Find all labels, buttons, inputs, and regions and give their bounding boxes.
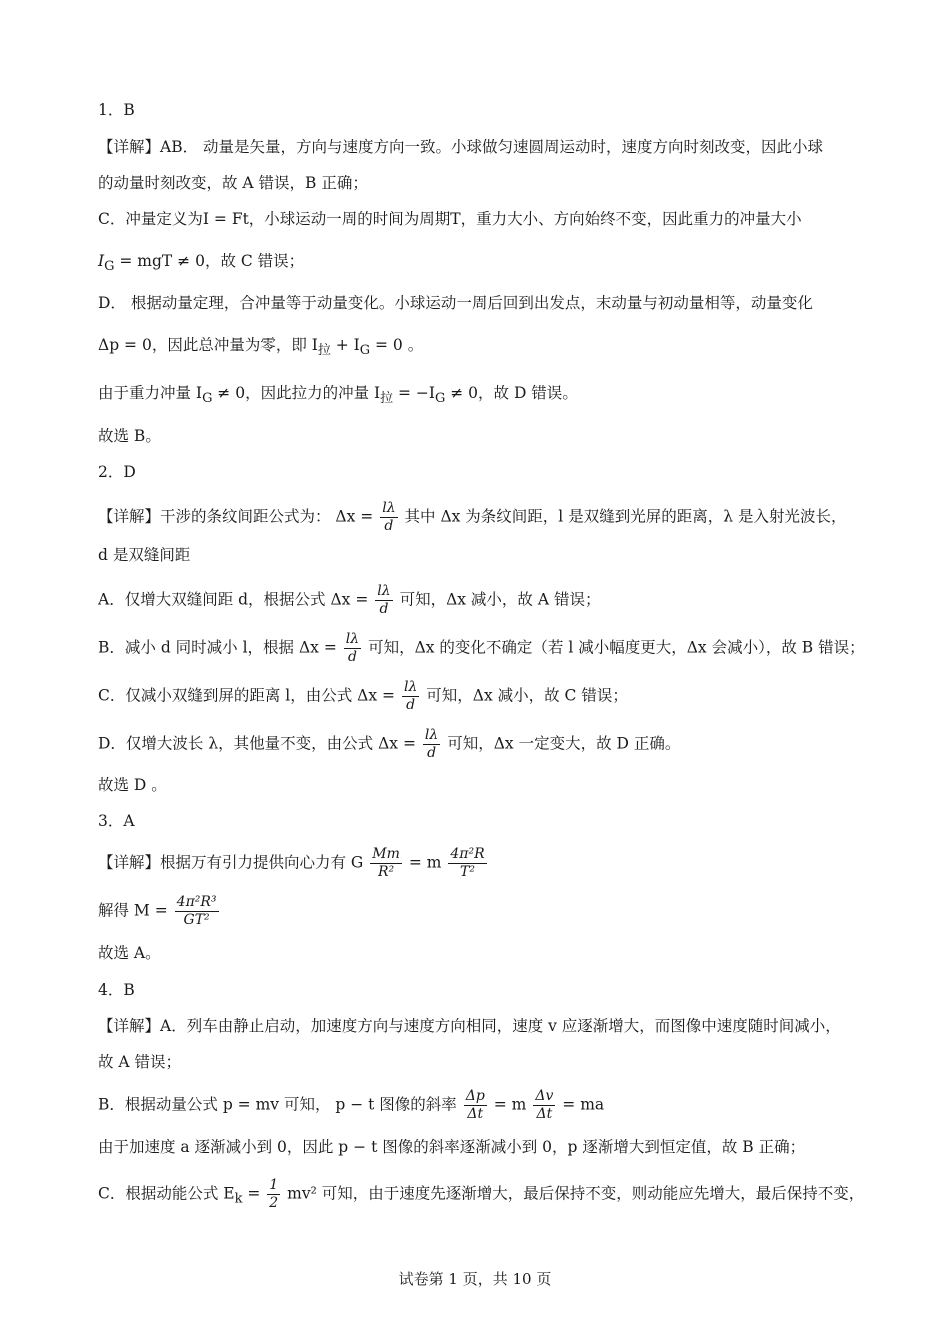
text-segment: Δp = 0，因此总冲量为零，即 I bbox=[98, 336, 318, 354]
fraction-denominator: Δt bbox=[533, 1105, 555, 1123]
q4-option-b-line1 bbox=[98, 1088, 604, 1123]
q2-option-c bbox=[98, 679, 628, 714]
text-segment: 由于重力冲量 I bbox=[98, 384, 203, 402]
text-segment: mv² 可知，由于速度先逐渐增大，最后保持不变，则动能应先增大，最后保持不变， bbox=[287, 1184, 865, 1203]
q1-choice: 故选 B。 bbox=[98, 427, 161, 445]
subscript: G bbox=[202, 391, 213, 407]
fraction-denominator: d bbox=[344, 648, 361, 666]
impulse-symbol: I bbox=[98, 252, 105, 270]
text-segment: 可知，Δx 的变化不确定（若 l 减小幅度更大，Δx 会减小），故 B 错误； bbox=[368, 638, 865, 657]
text-segment: 【详解】根据万有引力提供向心力有 G bbox=[98, 853, 364, 872]
q1-conclusion-line bbox=[98, 383, 578, 409]
text-segment: 可知，Δx 减小，故 C 错误； bbox=[426, 686, 628, 705]
q4-answer: 4．B bbox=[98, 981, 135, 999]
subscript: k bbox=[234, 1191, 243, 1207]
text-segment: C．仅减小双缝到屏的距离 l，由公式 Δx = bbox=[98, 686, 396, 705]
formula-fraction bbox=[402, 679, 419, 714]
text-segment: 解得 M = bbox=[98, 901, 168, 920]
formula-fraction bbox=[370, 846, 402, 881]
text-segment: = −I bbox=[393, 384, 436, 402]
q2-explain-line2: d 是双缝间距 bbox=[98, 546, 191, 564]
q1-option-d-line1: D． 根据动量定理，合冲量等于动量变化。小球运动一周后回到出发点，末动量与初动量相等，动量变化 bbox=[98, 294, 813, 312]
fraction-numerator: Mm bbox=[372, 846, 400, 862]
fraction-denominator: GT² bbox=[175, 911, 219, 929]
fraction-denominator: Δt bbox=[464, 1105, 487, 1123]
q1-option-d-line2 bbox=[98, 335, 423, 361]
q2-option-b bbox=[98, 631, 865, 666]
q1-option-c-line2 bbox=[98, 251, 304, 277]
text-segment: D．仅增大波长 λ，其他量不变，由公式 Δx = bbox=[98, 734, 416, 753]
formula-fraction bbox=[344, 631, 361, 666]
formula-fraction bbox=[175, 894, 219, 929]
q4-explain-line1: 【详解】A．列车由静止启动，加速度方向与速度方向相同，速度 v 应逐渐增大，而图像中速度随时间减小， bbox=[98, 1017, 841, 1035]
text-segment: A．仅增大双缝间距 d，根据公式 Δx = bbox=[98, 590, 369, 609]
fraction-denominator: d bbox=[375, 600, 392, 618]
fraction-numerator: lλ bbox=[403, 679, 418, 695]
page-footer: 试卷第 1 页，共 10 页 bbox=[398, 1270, 552, 1288]
text-segment: = 0 。 bbox=[370, 336, 424, 354]
q2-explain-line1 bbox=[98, 500, 846, 535]
text-segment: 其中 Δx 为条纹间距，l 是双缝到光屏的距离，λ 是入射光波长， bbox=[404, 507, 847, 526]
subscript: G bbox=[359, 343, 371, 359]
text-segment: = bbox=[242, 1184, 261, 1203]
q3-choice: 故选 A。 bbox=[98, 944, 161, 962]
formula-fraction bbox=[533, 1088, 555, 1123]
text-segment: 【详解】干涉的条纹间距公式为： Δx = bbox=[98, 507, 374, 526]
fraction-numerator: 4π²R bbox=[450, 846, 485, 862]
q3-explain-line2 bbox=[98, 894, 221, 929]
q1-explain-line1: 【详解】AB． 动量是矢量，方向与速度方向一致。小球做匀速圆周运动时，速度方向时刻改变，因此小球 bbox=[98, 138, 824, 156]
fraction-denominator: d bbox=[380, 517, 397, 535]
fraction-numerator: lλ bbox=[424, 727, 439, 743]
q1-option-c-line1: C．冲量定义为I = Ft，小球运动一周的时间为周期T，重力大小、方向始终不变，因此重力的冲量大小 bbox=[98, 210, 802, 228]
fraction-numerator: Δv bbox=[535, 1088, 554, 1104]
fraction-numerator: 1 bbox=[269, 1177, 279, 1193]
impulse-subscript: G bbox=[104, 259, 115, 275]
impulse-rest: = mgT ≠ 0，故 C 错误； bbox=[114, 252, 305, 270]
text-segment: = m bbox=[408, 853, 442, 872]
text-segment: = m bbox=[493, 1095, 527, 1114]
subscript: G bbox=[435, 391, 446, 407]
formula-fraction bbox=[375, 583, 392, 618]
formula-fraction bbox=[448, 846, 486, 881]
fraction-numerator: lλ bbox=[377, 583, 391, 599]
q2-option-a bbox=[98, 583, 600, 618]
q2-option-d bbox=[98, 727, 680, 762]
q2-answer: 2．D bbox=[98, 463, 136, 481]
fraction-denominator: R² bbox=[370, 863, 402, 881]
q1-answer: 1．B bbox=[98, 101, 135, 119]
text-segment: = ma bbox=[562, 1095, 605, 1114]
text-segment: + I bbox=[330, 336, 360, 354]
text-segment: 可知，Δx 一定变大，故 D 正确。 bbox=[447, 734, 681, 753]
fraction-denominator: d bbox=[402, 696, 419, 714]
q4-option-c-line1 bbox=[98, 1177, 864, 1212]
text-segment: B．减小 d 同时减小 l，根据 Δx = bbox=[98, 638, 337, 657]
formula-fraction bbox=[464, 1088, 487, 1123]
formula-fraction bbox=[423, 727, 440, 762]
q3-answer: 3．A bbox=[98, 812, 135, 830]
text-segment: C．根据动能公式 E bbox=[98, 1184, 235, 1203]
text-segment: B．根据动量公式 p = mv 可知， p − t 图像的斜率 bbox=[98, 1095, 457, 1114]
q2-choice: 故选 D 。 bbox=[98, 776, 167, 794]
fraction-denominator: d bbox=[423, 744, 440, 762]
subscript: 拉 bbox=[317, 343, 331, 359]
q1-explain-line2: 的动量时刻改变，故 A 错误，B 正确； bbox=[98, 174, 368, 192]
q4-explain-line2: 故 A 错误； bbox=[98, 1053, 182, 1071]
fraction-denominator: T² bbox=[448, 863, 486, 881]
fraction-numerator: lλ bbox=[382, 500, 396, 516]
text-segment: ≠ 0，故 D 错误。 bbox=[445, 384, 578, 402]
q4-option-b-line2: 由于加速度 a 逐渐减小到 0，因此 p − t 图像的斜率逐渐减小到 0，p 逐渐增大到恒定值，故 B 正确； bbox=[98, 1138, 806, 1156]
fraction-denominator: 2 bbox=[269, 1195, 279, 1211]
formula-fraction bbox=[267, 1177, 280, 1212]
q3-explain-line1 bbox=[98, 846, 489, 881]
fraction-numerator: lλ bbox=[345, 631, 360, 647]
fraction-numerator: Δp bbox=[465, 1088, 485, 1104]
fraction-numerator: 4π²R³ bbox=[176, 894, 217, 910]
subscript: 拉 bbox=[380, 391, 394, 407]
text-segment: 可知，Δx 减小，故 A 错误； bbox=[399, 590, 601, 609]
text-segment: ≠ 0，因此拉力的冲量 I bbox=[212, 384, 381, 402]
formula-fraction bbox=[380, 500, 397, 535]
